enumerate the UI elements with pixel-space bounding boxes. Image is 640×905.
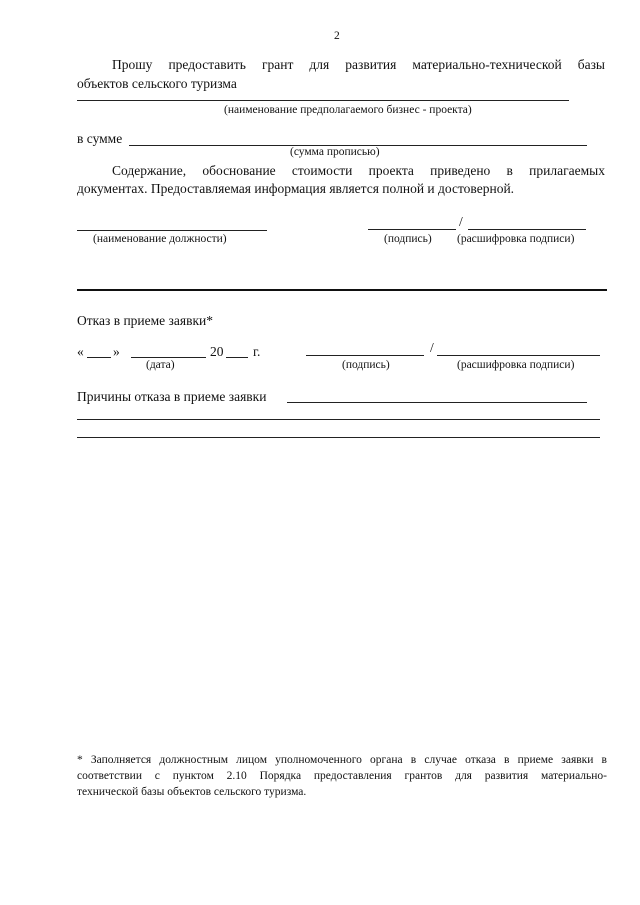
content-line-2: документах. Предоставляемая информация является полной и достоверной. xyxy=(77,181,515,196)
request-line-2: объектов сельского туризма xyxy=(77,76,237,91)
refusal-title: Отказ в приеме заявки* xyxy=(77,313,213,328)
footnote-line-1: * Заполняется должностным лицом уполномоченного органа в случае отказа в приеме заявки в xyxy=(77,754,607,766)
amount-label: в сумме xyxy=(77,131,123,146)
project-name-caption: (наименование предполагаемого бизнес - проекта) xyxy=(224,104,472,116)
decoding-caption: (расшифровка подписи) xyxy=(457,233,575,245)
reasons-line-2[interactable] xyxy=(77,419,600,420)
signature-line[interactable] xyxy=(368,229,456,230)
refusal-signature-caption: (подпись) xyxy=(342,359,390,371)
date-month-line[interactable] xyxy=(131,357,206,358)
signature-caption: (подпись) xyxy=(384,233,432,245)
request-line-1: Прошу предоставить грант для развития материально-технической базы xyxy=(112,57,605,72)
decoding-line[interactable] xyxy=(468,229,586,230)
reasons-label: Причины отказа в приеме заявки xyxy=(77,389,267,404)
date-year-line[interactable] xyxy=(226,357,248,358)
date-year-suffix: г. xyxy=(253,344,261,359)
footnote-line-3: технической базы объектов сельского туризма. xyxy=(77,786,307,798)
section-divider xyxy=(77,289,607,291)
refusal-decoding-caption: (расшифровка подписи) xyxy=(457,359,575,371)
refusal-slash: / xyxy=(430,340,434,355)
date-day-line[interactable] xyxy=(87,357,111,358)
date-year-prefix: 20 xyxy=(210,344,224,359)
refusal-decoding-line[interactable] xyxy=(437,355,600,356)
date-open-quote: « xyxy=(77,344,84,359)
date-caption: (дата) xyxy=(146,359,175,371)
amount-caption: (сумма прописью) xyxy=(290,146,380,158)
position-line[interactable] xyxy=(77,230,267,231)
date-close-quote: » xyxy=(113,344,120,359)
reasons-line-3[interactable] xyxy=(77,437,600,438)
position-caption: (наименование должности) xyxy=(93,233,227,245)
content-line-1: Содержание, обоснование стоимости проекта приведено в прилагаемых xyxy=(112,163,605,178)
refusal-signature-line[interactable] xyxy=(306,355,424,356)
reasons-line-1[interactable] xyxy=(287,402,587,403)
footnote-line-2: соответствии с пунктом 2.10 Порядка предоставления грантов для развития материально- xyxy=(77,770,607,782)
signature-slash: / xyxy=(459,214,463,229)
page-number: 2 xyxy=(334,30,340,42)
project-name-line[interactable] xyxy=(77,100,569,101)
